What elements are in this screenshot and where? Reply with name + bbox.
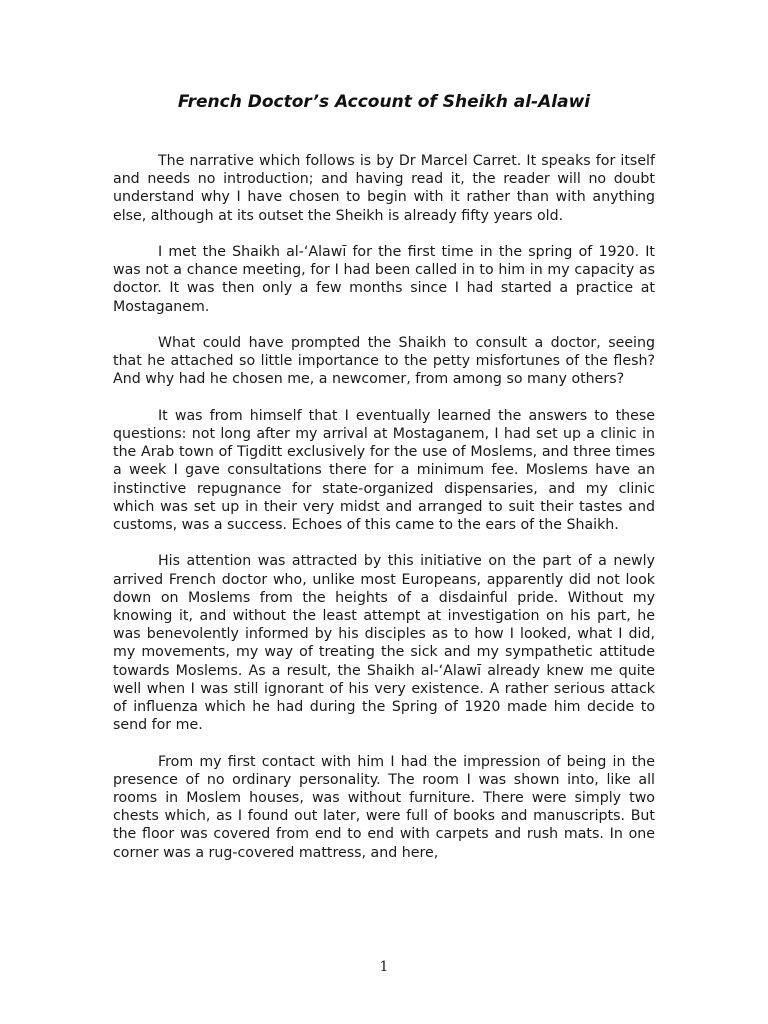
paragraph-2: I met the Shaikh al-‘Alawī for the first time in the spring of 1920. It was not a chance meeting, for I had been called in to him in my capacity as doctor. It was then only a few months since I had started a practice at Mostaganem. bbox=[113, 244, 655, 315]
document-body bbox=[113, 152, 655, 880]
paragraph-1: The narrative which follows is by Dr Marcel Carret. It speaks for itself and needs no introduction; and having read it, the reader will no doubt understand why I have chosen to begin with it rather than with anything else, although at its outset the Sheikh is already fifty years old. bbox=[113, 153, 655, 224]
paragraph-3: What could have prompted the Shaikh to consult a doctor, seeing that he attached so little importance to the petty misfortunes of the flesh? And why had he chosen me, a newcomer, from among so many others? bbox=[113, 335, 655, 388]
document-title: French Doctor’s Account of Sheikh al-Alawi bbox=[177, 92, 591, 112]
paragraph-4: It was from himself that I eventually learned the answers to these questions: not long after my arrival at Mostaganem, I had set up a clinic in the Arab town of Tigditt exclusively for the use of Moslems, and three times a week I gave consultations there for a minimum fee. Moslems have an instinctive repugnance for state-organized dispensaries, and my clinic which was set up in their very midst and arranged to suit their tastes and customs, was a success. Echoes of this came to the ears of the Shaikh. bbox=[113, 407, 655, 534]
page-number: 1 bbox=[379, 959, 389, 975]
paragraph-6: From my first contact with him I had the impression of being in the presence of no ordinary personality. The room I was shown into, like all rooms in Moslem houses, was without furniture. There were simply two chests which, as I found out later, were full of books and manuscripts. But the floor was covered from end to end with carpets and rush mats. In one corner was a rug-covered mattress, and here, bbox=[113, 753, 655, 861]
paragraph-5: His attention was attracted by this initiative on the part of a newly arrived French doctor who, unlike most Europeans, apparently did not look down on Moslems from the heights of a disdainful pride. Without my knowing it, and without the least attempt at investigation on his part, he was benevolently informed by his disciples as to how I looked, what I did, my movements, my way of treating the sick and my sympathetic attitude towards Moslems. As a result, the Shaikh al-‘Alawī already knew me quite well when I was still ignorant of his very existence. A rather serious attack of influenza which he had during the Spring of 1920 made him decide to send for me. bbox=[113, 553, 655, 734]
